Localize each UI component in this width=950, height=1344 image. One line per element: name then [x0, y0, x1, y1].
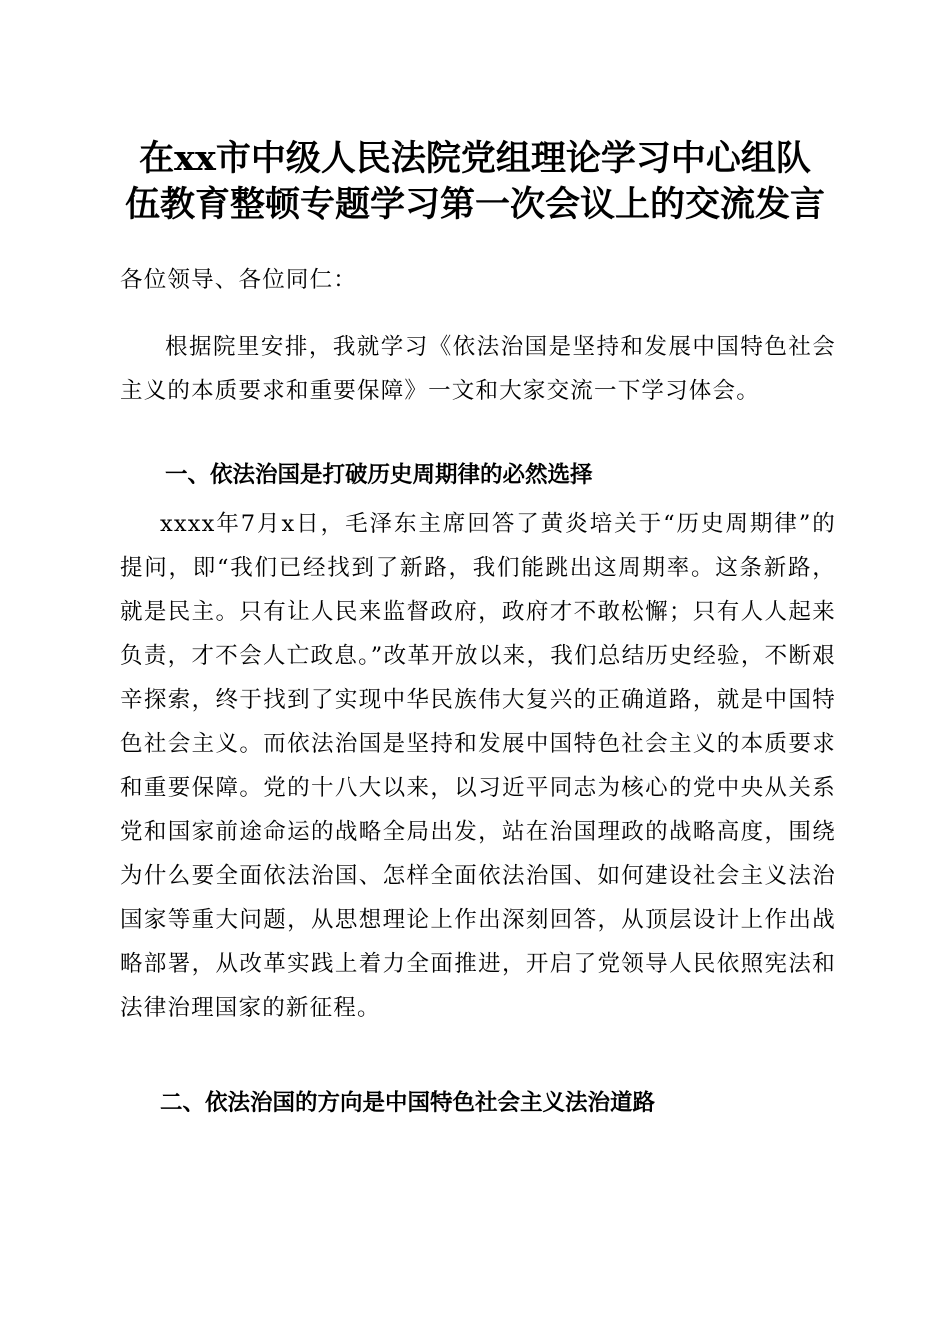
section-1-paragraph: xxxx年7月x日，毛泽东主席回答了黄炎培关于“历史周期律”的提问，即“我们已经找到了新路，我们能跳出这周期率。这条新路，就是民主。只有让人民来监督政府，政府才不敢松懈；只有人人起来负责，才不会人亡政息。”改革开放以来，我们总结历史经验，不断艰辛探索，终于找到了实现中华民族伟大复兴的正确道路，就是中国特色社会主义。而依法治国是坚持和发展中国特色社会主义的本质要求和重要保障。党的十八大以来，以习近平同志为核心的党中央从关系党和国家前途命运的战略全局出发，站在治国理政的战略高度，围绕为什么要全面依法治国、怎样全面依法治国、如何建设社会主义法治国家等重大问题，从思想理论上作出深刻回答，从顶层设计上作出战略部署，从改革实践上着力全面推进，开启了党领导人民依照宪法和法律治理国家的新征程。	[120, 511, 836, 1021]
section-heading-2: 二、依法治国的方向是中国特色社会主义法治道路	[160, 1090, 656, 1116]
section-heading-1: 一、依法治国是打破历史周期律的必然选择	[165, 462, 593, 488]
intro-paragraph: 根据院里安排，我就学习《依法治国是坚持和发展中国特色社会主义的本质要求和重要保障》一文和大家交流一下学习体会。	[120, 334, 836, 404]
salutation: 各位领导、各位同仁：	[120, 267, 358, 293]
document-title-line-1: 在xx市中级人民法院党组理论学习中心组队	[139, 138, 811, 179]
document-title	[100, 136, 850, 228]
document-title-line-2: 伍教育整顿专题学习第一次会议上的交流发言	[124, 184, 825, 225]
